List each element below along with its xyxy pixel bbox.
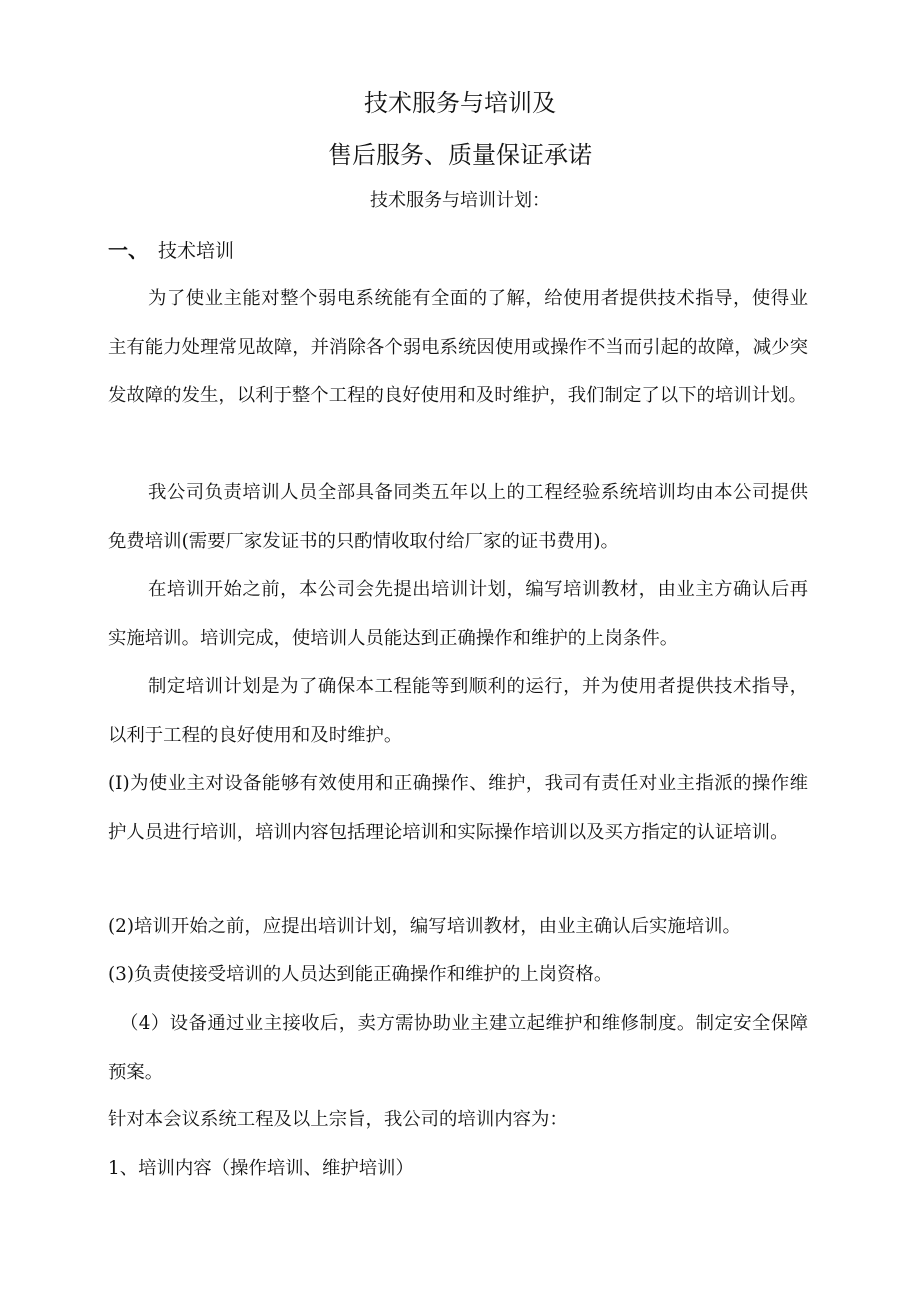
- paragraph-trainers: 我公司负责培训人员全部具备同类五年以上的工程经验系统培训均由本公司提供免费培训(需要厂家发证书的只酌情收取付给厂家的证书费用)。: [108, 482, 808, 552]
- list-item-1: (I)为使业主对设备能够有效使用和正确操作、维护，我司有责任对业主指派的操作维护人员进行培训，培训内容包括理论培训和实际操作培训以及买方指定的认证培训。: [108, 773, 808, 843]
- document-title-line-1: 技术服务与培训及: [364, 89, 556, 117]
- list-item-3: (3)负责使接受培训的人员达到能正确操作和维护的上岗资格。: [108, 964, 613, 985]
- section-title: 技术培训: [158, 240, 235, 262]
- list-item-4: （4）设备通过业主接收后，卖方需协助业主建立起维护和维修制度。制定安全保障预案。: [108, 1013, 808, 1083]
- paragraph-training-content-item-1: 1、培训内容（操作培训、维护培训）: [108, 1158, 414, 1179]
- paragraph-training-content-intro: 针对本会议系统工程及以上宗旨，我公司的培训内容为：: [108, 1109, 568, 1130]
- paragraph-plan-purpose: 制定培训计划是为了确保本工程能等到顺利的运行，并为使用者提供技术指导，以利于工程的良好使用和及时维护。: [108, 676, 808, 746]
- section-heading: [108, 236, 234, 265]
- paragraph-training-plan: 在培训开始之前，本公司会先提出培训计划，编写培训教材，由业主方确认后再实施培训。培训完成，使培训人员能达到正确操作和维护的上岗条件。: [108, 579, 808, 649]
- paragraph-intro: 为了使业主能对整个弱电系统能有全面的了解，给使用者提供技术指导，使得业主有能力处理常见故障，并消除各个弱电系统因使用或操作不当而引起的故障，减少突发故障的发生，以利于整个工程的良好使用和及时维护，我们制定了以下的培训计划。: [108, 288, 808, 406]
- list-item-2: (2)培训开始之前，应提出培训计划，编写培训教材，由业主确认后实施培训。: [108, 916, 741, 937]
- section-number: 一、: [108, 238, 148, 262]
- document-title-line-2: 售后服务、质量保证承诺: [328, 141, 592, 169]
- document-subtitle: 技术服务与培训计划：: [370, 190, 550, 211]
